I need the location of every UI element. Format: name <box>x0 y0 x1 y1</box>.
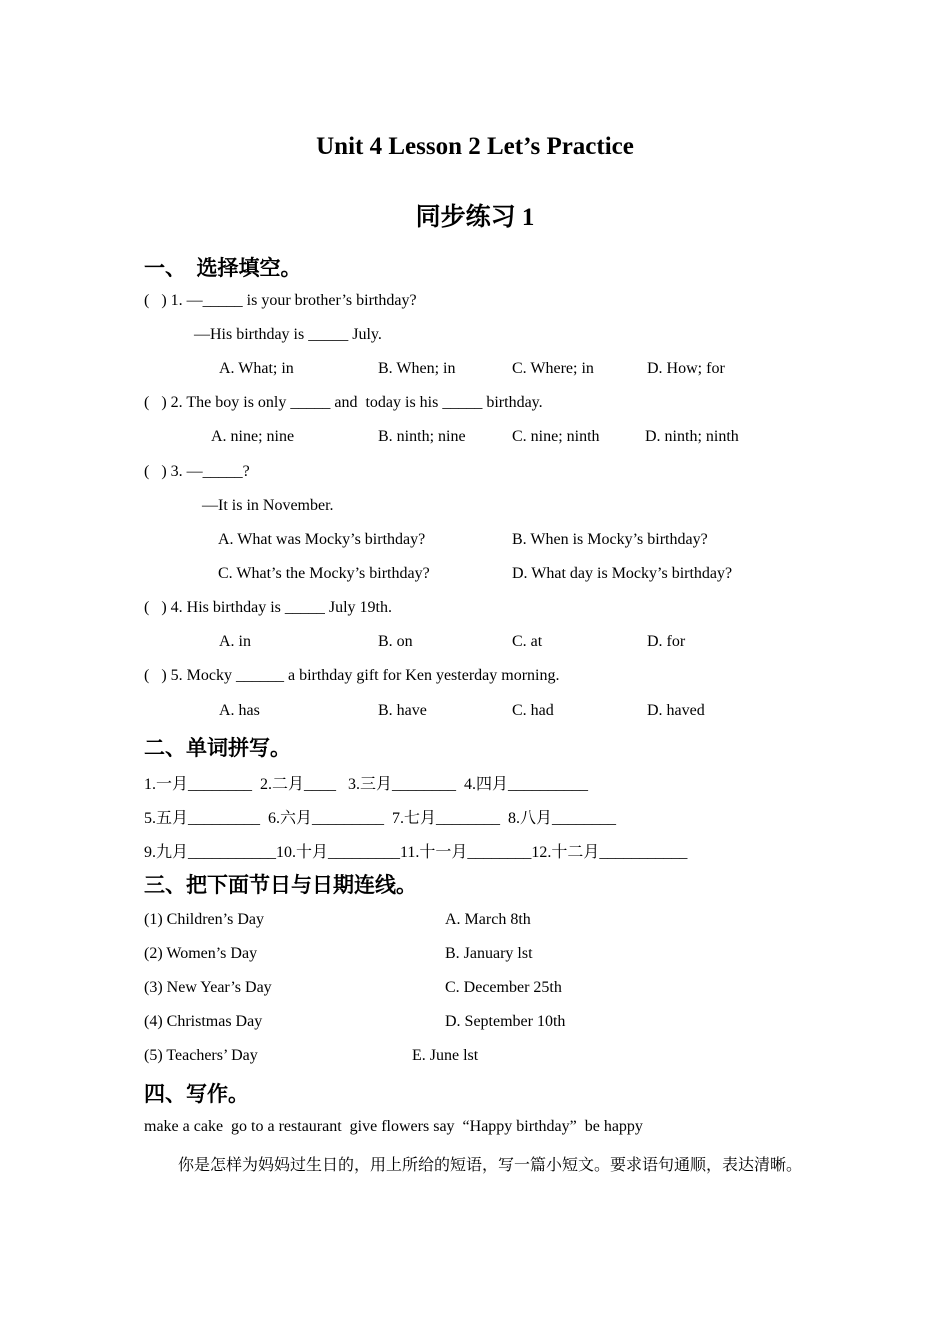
writing-phrases: make a cake go to a restaurant give flowers say “Happy birthday” be happy <box>144 1118 643 1135</box>
question-2-stem: ( ) 2. The boy is only _____ and today is his _____ birthday. <box>144 394 543 411</box>
date-item: B. January lst <box>445 945 533 962</box>
question-3-option: C. What’s the Mocky’s birthday? <box>218 565 430 582</box>
question-4-option: B. on <box>378 633 413 650</box>
section-4-heading: 四、写作。 <box>144 1082 249 1106</box>
question-3-option: D. What day is Mocky’s birthday? <box>512 565 733 582</box>
date-item: C. December 25th <box>445 979 562 996</box>
section-2-heading: 二、单词拼写。 <box>144 736 291 760</box>
date-item: E. June lst <box>412 1047 479 1064</box>
question-4-stem: ( ) 4. His birthday is _____ July 19th. <box>144 599 392 616</box>
question-2-option: B. ninth; nine <box>378 428 466 445</box>
question-4-option: C. at <box>512 633 543 650</box>
section-3-heading: 三、把下面节日与日期连线。 <box>144 873 417 897</box>
writing-instruction: 你是怎样为妈妈过生日的，用上所给的短语，写一篇小短文。要求语句通顺，表达清晰。 <box>178 1157 803 1174</box>
festival-item: (3) New Year’s Day <box>144 979 272 996</box>
question-5-option: A. has <box>219 702 260 719</box>
question-2-option: A. nine; nine <box>211 428 295 445</box>
festival-item: (4) Christmas Day <box>144 1013 263 1030</box>
spelling-line-2: 5.五月_________ 6.六月_________ 7.七月________ 8.八月________ <box>144 810 617 827</box>
question-1-stem: ( ) 1. —_____ is your brother’s birthday? <box>144 292 417 309</box>
spelling-line-1: 1.一月________ 2.二月____ 3.三月________ 4.四月__________ <box>144 776 589 793</box>
question-3-answer-line: —It is in November. <box>202 497 334 514</box>
question-1-option: B. When; in <box>378 360 456 377</box>
date-item: A. March 8th <box>445 911 531 928</box>
festival-item: (1) Children’s Day <box>144 911 264 928</box>
section-1-heading: 一、 选择填空。 <box>144 256 302 280</box>
date-item: D. September 10th <box>445 1013 566 1030</box>
question-4-option: A. in <box>219 633 251 650</box>
question-1-answer-line: —His birthday is _____ July. <box>194 326 382 343</box>
festival-item: (2) Women’s Day <box>144 945 258 962</box>
question-5-option: C. had <box>512 702 554 719</box>
question-3-stem: ( ) 3. —_____? <box>144 463 250 480</box>
question-5-option: D. haved <box>647 702 705 719</box>
page-title: Unit 4 Lesson 2 Let’s Practice <box>316 133 634 160</box>
question-5-option: B. have <box>378 702 427 719</box>
question-3-option: A. What was Mocky’s birthday? <box>218 531 426 548</box>
question-1-option: C. Where; in <box>512 360 594 377</box>
festival-item: (5) Teachers’ Day <box>144 1047 258 1064</box>
question-2-option: D. ninth; ninth <box>645 428 739 445</box>
question-2-option: C. nine; ninth <box>512 428 600 445</box>
question-4-option: D. for <box>647 633 686 650</box>
question-1-option: D. How; for <box>647 360 725 377</box>
question-1-option: A. What; in <box>219 360 294 377</box>
spelling-line-3: 9.九月___________10.十月_________11.十一月________12.十二月___________ <box>144 844 688 861</box>
question-3-option: B. When is Mocky’s birthday? <box>512 531 708 548</box>
question-5-stem: ( ) 5. Mocky ______ a birthday gift for Ken yesterday morning. <box>144 667 560 684</box>
page-subtitle: 同步练习 1 <box>415 204 535 231</box>
